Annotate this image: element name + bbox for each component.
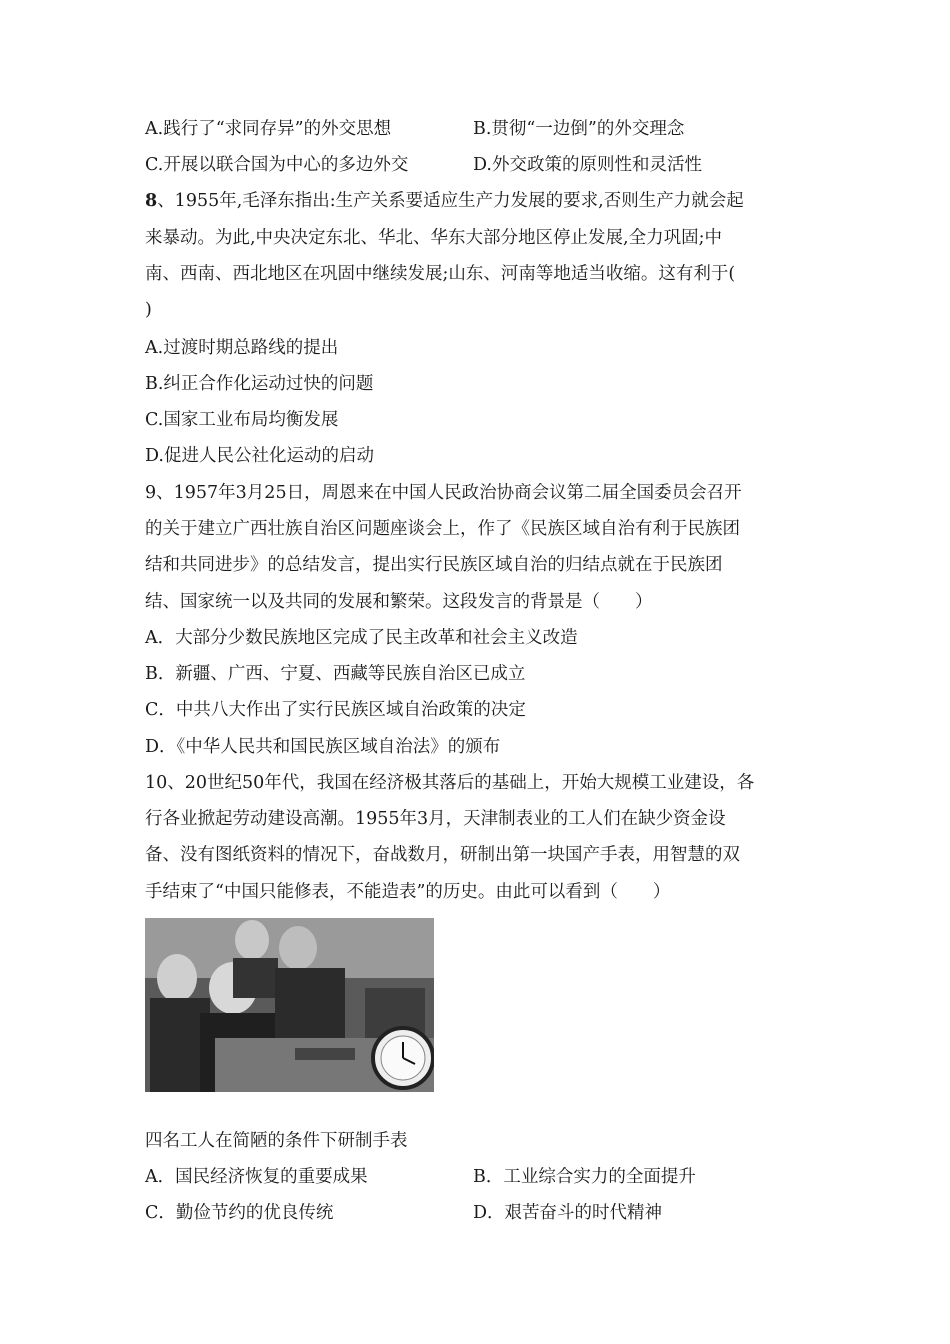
- q8-stem-line-3: 南、西南、西北地区在巩固中继续发展;山东、河南等地适当收缩。这有利于(: [145, 264, 736, 284]
- q7-option-c: C.开展以联合国为中心的多边外交: [145, 155, 409, 175]
- q8-option-d: D.促进人民公社化运动的启动: [145, 446, 374, 466]
- q9-stem-line-1: 9、1957年3月25日，周恩来在中国人民政治协商会议第二届全国委员会召开: [145, 483, 742, 503]
- q8-stem-line-2: 来暴动。为此,中央决定东北、华北、华东大部分地区停止发展,全力巩固;中: [145, 228, 723, 248]
- q7-option-d: D.外交政策的原则性和灵活性: [473, 155, 702, 175]
- q9-stem-line-2: 的关于建立广西壮族自治区问题座谈会上，作了《民族区域自治有利于民族团: [145, 519, 740, 539]
- q10-stem-line-2: 行各业掀起劳动建设高潮。1955年3月，天津制表业的工人们在缺少资金设: [145, 809, 726, 829]
- q10-option-c: C．勤俭节约的优良传统: [145, 1203, 334, 1223]
- q8-option-a: A.过渡时期总路线的提出: [145, 338, 339, 358]
- q8-number: 8: [145, 191, 158, 211]
- q9-option-d: D．《中华人民共和国民族区域自治法》的颁布: [145, 737, 501, 757]
- workers-making-watch-photo: [145, 918, 434, 1092]
- q8-stem-line-4: ): [145, 300, 152, 320]
- q10-stem-line-4: 手结束了“中国只能修表，不能造表”的历史。由此可以看到（ ）: [145, 882, 671, 902]
- q9-stem-line-4: 结、国家统一以及共同的发展和繁荣。这段发言的背景是（ ）: [145, 592, 653, 612]
- q10-option-a: A．国民经济恢复的重要成果: [145, 1167, 368, 1187]
- q8-option-b: B.纠正合作化运动过快的问题: [145, 374, 374, 394]
- q7-option-b: B.贯彻“一边倒”的外交理念: [473, 119, 685, 139]
- photo-caption: 四名工人在简陋的条件下研制手表: [145, 1131, 408, 1151]
- q8-stem-line-1: [145, 189, 744, 213]
- q7-option-a: A.践行了“求同存异”的外交思想: [145, 119, 392, 139]
- q10-stem-line-1: 10、20世纪50年代，我国在经济极其落后的基础上，开始大规模工业建设，各: [145, 773, 755, 793]
- q10-stem-line-3: 备、没有图纸资料的情况下，奋战数月，研制出第一块国产手表，用智慧的双: [145, 845, 740, 865]
- q8-stem-text-1: 、1955年,毛泽东指出:生产关系要适应生产力发展的要求,否则生产力就会起: [157, 191, 744, 211]
- q9-option-b: B．新疆、广西、宁夏、西藏等民族自治区已成立: [145, 664, 526, 684]
- q9-option-a: A．大部分少数民族地区完成了民主改革和社会主义改造: [145, 628, 578, 648]
- q8-option-c: C.国家工业布局均衡发展: [145, 410, 339, 430]
- q10-option-d: D．艰苦奋斗的时代精神: [473, 1203, 663, 1223]
- q9-stem-line-3: 结和共同进步》的总结发言，提出实行民族区域自治的归结点就在于民族团: [145, 555, 723, 575]
- q10-option-b: B．工业综合实力的全面提升: [473, 1167, 696, 1187]
- q9-option-c: C．中共八大作出了实行民族区域自治政策的决定: [145, 700, 526, 720]
